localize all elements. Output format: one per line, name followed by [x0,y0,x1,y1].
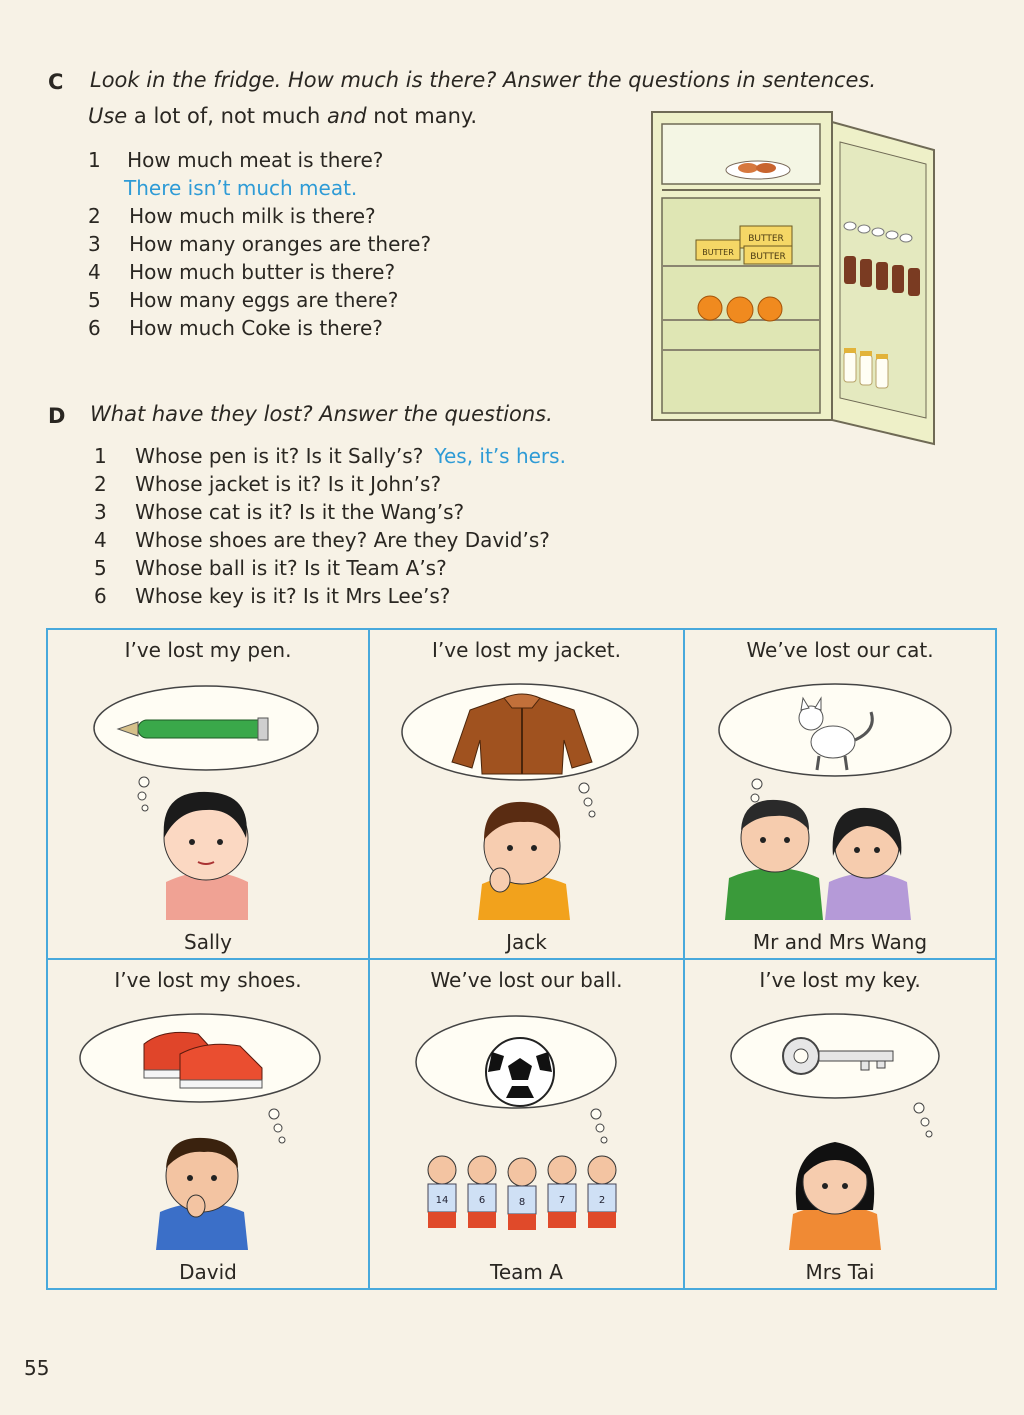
question-c5 [88,288,398,312]
instruction-word-use: Use [88,104,128,128]
butter-label: BUTTER [702,248,734,257]
mr-wang-figure [725,800,823,920]
panel-illustration [370,670,685,920]
character-name: Team A [490,1260,563,1284]
question-c2 [88,204,376,228]
question-text: Whose ball is it? Is it Team A’s? [135,556,447,580]
panel-illustration [48,1000,366,1250]
question-d3 [94,500,464,524]
question-number: 1 [88,148,101,172]
panel-team-a [370,960,685,1288]
character-name: Mrs Tai [805,1260,875,1284]
sally-figure [164,792,248,920]
question-text: How much milk is there? [129,204,376,228]
jersey-number: 6 [478,1195,486,1206]
question-number: 5 [88,288,101,312]
question-number: 2 [94,472,107,496]
character-name: Jack [506,930,547,954]
question-number: 4 [94,528,107,552]
section-d-instruction: What have they lost? Answer the questions. [90,402,553,426]
jersey-number: 14 [435,1195,449,1206]
question-text: How much butter is there? [129,260,396,284]
question-text: How many eggs are there? [129,288,399,312]
question-number: 3 [88,232,101,256]
section-c-letter: C [48,70,64,94]
question-c4 [88,260,395,284]
page-number: 55 [24,1356,50,1380]
question-c1 [88,148,383,172]
panel-jack [370,630,685,960]
question-d2 [94,472,441,496]
ball-icon [486,1038,554,1106]
butter-label: BUTTER [748,234,784,244]
jack-figure [478,802,570,920]
character-name: David [179,1260,237,1284]
question-number: 4 [88,260,101,284]
butter-label: BUTTER [750,252,786,262]
question-c3 [88,232,431,256]
question-text: Whose pen is it? Is it Sally’s? [135,444,424,468]
instruction-phrase-end: not many. [366,104,478,128]
lost-items-grid [46,628,997,1290]
section-d-letter: D [48,404,66,428]
question-number: 5 [94,556,107,580]
question-number: 1 [94,444,107,468]
panel-caption: I’ve lost my shoes. [114,968,302,992]
panel-caption: I’ve lost my key. [759,968,921,992]
instruction-word-and: and [327,104,367,128]
mrs-wang-figure [825,808,911,920]
panel-illustration [685,1000,995,1250]
section-c-instruction: Look in the fridge. How much is there? Answer the questions in sentences. [90,68,877,92]
question-number: 3 [94,500,107,524]
david-figure [156,1138,248,1250]
team-a-players [428,1156,616,1230]
question-number: 6 [88,316,101,340]
character-name: Sally [184,930,232,954]
instruction-phrase: a lot of, not much [127,104,328,128]
panel-sally [48,630,370,960]
question-text: Whose key is it? Is it Mrs Lee’s? [135,584,451,608]
panel-caption: I’ve lost my jacket. [431,638,622,662]
panel-mrs-tai [685,960,995,1288]
panel-wang [685,630,995,960]
question-text: Whose jacket is it? Is it John’s? [135,472,442,496]
mrs-tai-figure [789,1142,881,1250]
example-answer: There isn’t much meat. [124,176,358,200]
question-d5 [94,556,447,580]
question-d1 [94,444,566,468]
character-name: Mr and Mrs Wang [752,930,928,954]
panel-caption: We’ve lost our ball. [430,968,623,992]
question-text: Whose shoes are they? Are they David’s? [135,528,550,552]
question-text: How many oranges are there? [129,232,432,256]
jersey-number: 2 [598,1195,606,1206]
question-c6 [88,316,383,340]
panel-caption: We’ve lost our cat. [746,638,934,662]
question-text: Whose cat is it? Is it the Wang’s? [135,500,465,524]
panel-illustration [370,1000,685,1250]
fridge-illustration [648,98,948,450]
panel-illustration [685,670,995,920]
question-number: 2 [88,204,101,228]
question-d4 [94,528,550,552]
jersey-number: 7 [558,1195,566,1206]
oranges [698,296,782,323]
question-text: How much Coke is there? [129,316,383,340]
panel-david [48,960,370,1288]
section-c-instruction-line2 [88,104,477,128]
question-d6 [94,584,450,608]
jersey-number: 8 [518,1197,526,1208]
milk-bottles [844,348,888,388]
example-answer: Yes, it’s hers. [434,444,566,468]
question-number: 6 [94,584,107,608]
panel-illustration [48,670,366,920]
panel-caption: I’ve lost my pen. [124,638,292,662]
question-text: How much meat is there? [127,148,384,172]
